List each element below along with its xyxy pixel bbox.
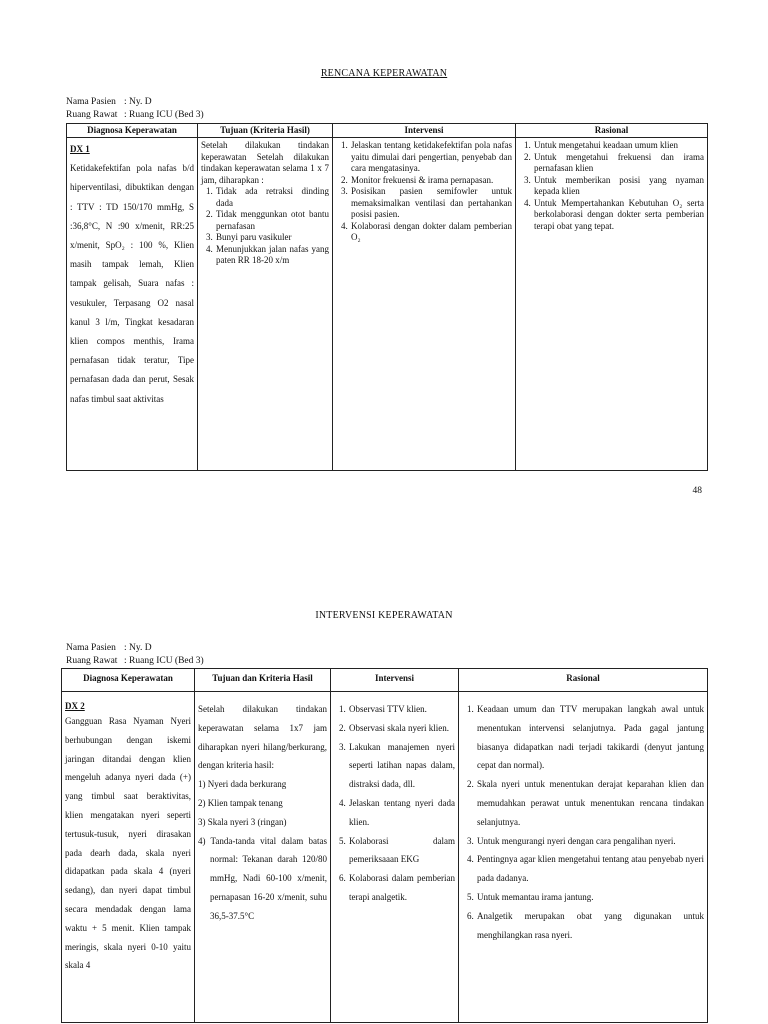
diagnosis-cell xyxy=(67,138,198,471)
rationale-cell xyxy=(459,692,708,1023)
list-item: 4. Pentingnya agar klien mengetahui tentang atau penyebab nyeri pada dadanya. xyxy=(476,850,704,888)
intervention-title: INTERVENSI KEPERAWATAN xyxy=(315,610,453,621)
header-goal: Tujuan (Kriteria Hasil) xyxy=(198,124,333,138)
intervention-list xyxy=(336,140,512,244)
patient-name-value: : Ny. D xyxy=(124,643,152,653)
header-diagnosis: Diagnosa Keperawatan xyxy=(62,669,195,692)
goal-cell xyxy=(198,138,333,471)
list-item: 2. Tidak menggunkan otot bantu pernafasan xyxy=(215,209,329,232)
diagnosis-text: Gangguan Rasa Nyaman Nyeri berhubungan dengan iskemi jaringan ditandai dengan klien mengeluh adanya nyeri dada (+) yang timbul saat beraktivitas, klien mengatakan nyeri seperti tertusuk-tusuk, nyeri dirasakan pada dearh dada, skala nyeri didapatkan pada skala 4 (nyeri sedang), dan nyeri dapat timbul secara mendadak dengan lama waktu + 5 menit. Klien tampak meringis, skala nyeri 0-10 yaitu skala 4 xyxy=(65,716,191,971)
header-diagnosis: Diagnosa Keperawatan xyxy=(67,124,198,138)
goal-item: 3) Skala nyeri 3 (ringan) xyxy=(198,816,287,827)
goal-item: 1) Nyeri dada berkurang xyxy=(198,779,287,790)
goal-item: 2) Klien tampak tenang xyxy=(198,797,283,808)
table-header-row xyxy=(62,669,708,692)
room-label: Ruang Rawat xyxy=(66,656,118,666)
header-goal: Tujuan dan Kriteria Hasil xyxy=(195,669,331,692)
list-item: 1. Keadaan umum dan TTV merupakan langkah awal untuk menentukan intervensi selanjutnya. Pada gagal jantung biasanya didapatkan nadi terjadi takikardi (denyut jantung cepat dan normal). xyxy=(476,700,704,775)
list-item: 3. Untuk mengurangi nyeri dengan cara pengalihan nyeri. xyxy=(476,832,704,851)
list-item: 5. Kolaborasi dalam pemeriksaaan EKG xyxy=(348,832,455,870)
list-item: 6. Kolaborasi dalam pemberian terapi analgetik. xyxy=(348,869,455,907)
room-value: : Ruang ICU (Bed 3) xyxy=(124,110,204,120)
rationale-cell xyxy=(516,138,708,471)
intervention-cell xyxy=(331,692,459,1023)
list-item: 3. Posisikan pasien semifowler untuk memaksimalkan ventilasi dan pertahankan posisi pasien. xyxy=(350,186,512,221)
goal-intro: Setelah dilakukan tindakan keperawatan Setelah dilakukan tindakan keperawatan selama 1 x 7 jam, diharapkan : xyxy=(201,140,329,185)
patient-name-label: Nama Pasien xyxy=(66,97,116,107)
care-plan-table xyxy=(66,123,708,471)
list-item: 1. Observasi TTV klien. xyxy=(348,700,455,719)
list-item: 2. Monitor frekuensi & irama pernapasan. xyxy=(350,175,512,187)
list-item: 6. Analgetik merupakan obat yang digunakan untuk menghilangkan rasa nyeri. xyxy=(476,907,704,945)
patient-name-label: Nama Pasien xyxy=(66,643,116,653)
list-item: 2. Skala nyeri untuk menentukan derajat keparahan klien dan memudahkan perawat untuk menentukan rencana tindakan selanjutnya. xyxy=(476,775,704,831)
goal-item: 4) Tanda-tanda vital dalam batas normal: Tekanan darah 120/80 mmHg, Nadi 60-100 x/menit, pernapasan 16-20 x/menit, suhu 36,5-37.5°C xyxy=(198,835,327,921)
list-item: 5. Untuk memantau irama jantung. xyxy=(476,888,704,907)
dx-label: DX 2 xyxy=(65,701,85,711)
rationale-list xyxy=(462,700,704,944)
patient-name-value: : Ny. D xyxy=(124,97,152,107)
plan-title: RENCANA KEPERAWATAN xyxy=(320,68,448,79)
room-value: : Ruang ICU (Bed 3) xyxy=(124,656,204,666)
list-item: 2. Untuk mengetahui frekuensi dan irama pernafasan klien xyxy=(533,152,704,175)
intervention-table xyxy=(61,668,708,1023)
table-header-row xyxy=(67,124,708,138)
list-item: 3. Bunyi paru vasikuler xyxy=(215,232,329,244)
diagnosis-text: Ketidakefektifan pola nafas b/d hiperventilasi, dibuktikan dengan : TTV : TD 150/170 mmHg, S :36,8°C, N :90 x/menit, RR:25 x/menit, SpO₂ : 100 %, Klien masih tampak lemah, Klien tampak gelisah, Suara nafas : vesukuler, Terpasang O2 nasal kanul 3 l/m, Tingkat kesadaran klien compos menthis, Irama pernafasan tidak teratur, Tipe pernafasan dada dan perut, Sesak nafas timbul saat aktivitas xyxy=(70,163,194,404)
patient-name-row xyxy=(66,642,204,655)
intervention-list xyxy=(334,700,455,907)
rationale-list xyxy=(519,140,704,232)
list-item: 4. Menunjukkan jalan nafas yang paten RR 18-20 x/m xyxy=(215,244,329,267)
list-item: 1. Jelaskan tentang ketidakefektifan pola nafas yaitu dimulai dari pengertian, penyebab dan cara mengatasinya. xyxy=(350,140,512,175)
room-row xyxy=(66,655,204,668)
list-item: 4. Kolaborasi dengan dokter dalam pemberian O₂ xyxy=(350,221,512,244)
list-item: 2. Observasi skala nyeri klien. xyxy=(348,719,455,738)
patient-info-2 xyxy=(66,642,204,668)
header-rationale: Rasional xyxy=(459,669,708,692)
list-item: 4. Jelaskan tentang nyeri dada klien. xyxy=(348,794,455,832)
list-item: 3. Lakukan manajemen nyeri seperti latihan napas dalam, distraksi dada, dll. xyxy=(348,738,455,794)
diagnosis-cell xyxy=(62,692,195,1023)
list-item: 3. Untuk memberikan posisi yang nyaman kepada klien xyxy=(533,175,704,198)
patient-name-row xyxy=(66,96,204,109)
goal-intro: Setelah dilakukan tindakan keperawatan selama 1x7 jam diharapkan nyeri hilang/berkurang, dengan kriteria hasil: xyxy=(198,704,327,771)
room-label: Ruang Rawat xyxy=(66,110,118,120)
room-row xyxy=(66,109,204,122)
dx-label: DX 1 xyxy=(70,144,90,154)
patient-info-1 xyxy=(66,96,204,122)
header-intervention: Intervensi xyxy=(333,124,516,138)
list-item: 1. Untuk mengetahui keadaan umum klien xyxy=(533,140,704,152)
goal-list xyxy=(201,186,329,267)
table-row xyxy=(67,138,708,471)
goal-cell xyxy=(195,692,331,1023)
list-item: 1. Tidak ada retraksi dinding dada xyxy=(215,186,329,209)
table-row xyxy=(62,692,708,1023)
header-intervention: Intervensi xyxy=(331,669,459,692)
intervention-cell xyxy=(333,138,516,471)
header-rationale: Rasional xyxy=(516,124,708,138)
list-item: 4. Untuk Mempertahankan Kebutuhan O₂ serta berkolaborasi dengan dokter serta pemberian terapi obat yang tepat. xyxy=(533,198,704,233)
page-number: 48 xyxy=(692,486,702,496)
